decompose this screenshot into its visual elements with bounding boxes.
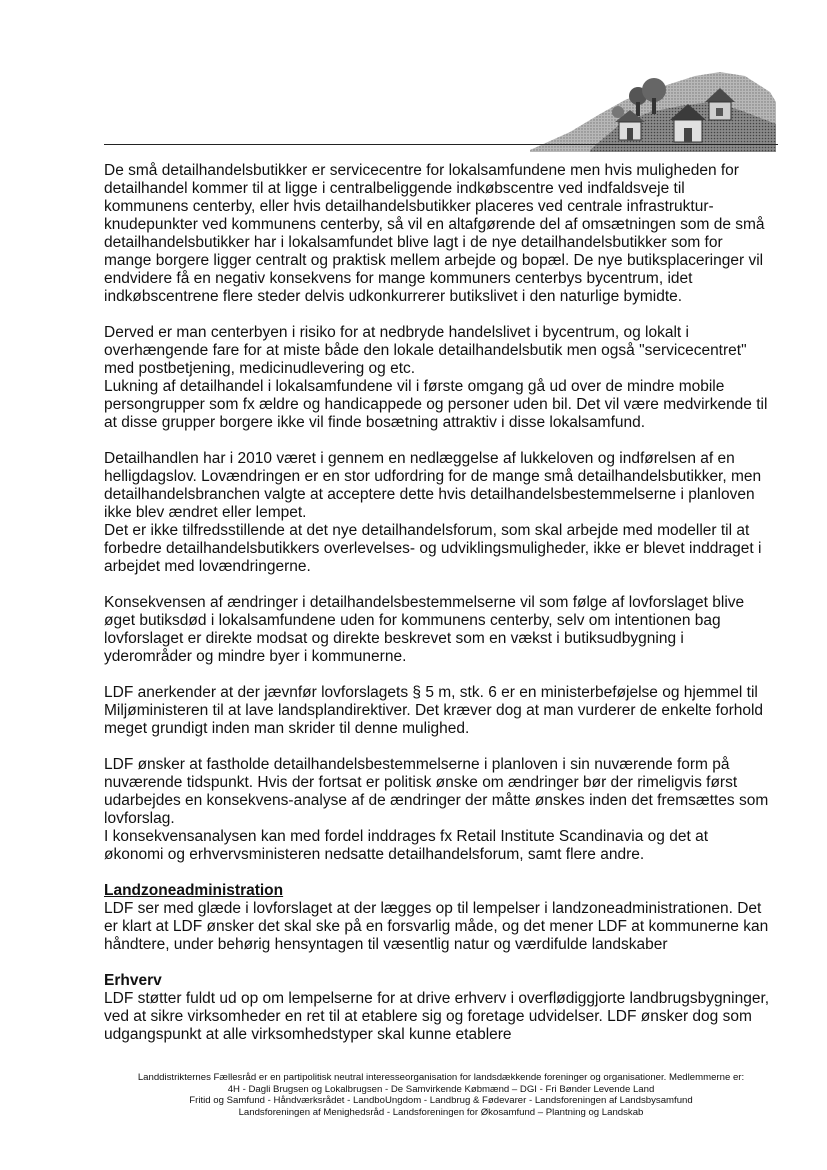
- heading-erhverv: Erhverv: [104, 972, 162, 989]
- paragraph-small-shops: De små detailhandelsbutikker er servicecentre for lokalsamfundene men hvis muligheden for detailhandel kommer til at ligge i centralbeliggende indkøbscentre ved indfaldsveje til kommunens centerby, eller hvis detailhandelsbutikker placeres ved centrale infrastruktur-knudepunkter ved kommunens centerby, så vil en altafgørende del af omsætningen som de små detailhandelsbutikker har i lokalsamfundet blive lagt i de nye detailhandelsbutikker som for mange borgere ligger centralt og praktisk mellem arbejde og bopæl. De nye butiksplaceringer vil endvidere få en negativ konsekvens for mange kommuners centerbys bycentrum, idet indkøbscentrene flere steder delvis udkonkurrerer butikslivet i den naturlige bymidte.: [104, 162, 765, 305]
- paragraph-landzone: LDF ser med glæde i lovforslaget at der lægges op til lempelser i landzoneadministrationen. Det er klart at LDF ønsker det skal ske på en forsvarlig måde, og det mener LDF at kommunerne kan håndtere, under behørig hensyntagen til væsentlig natur og værdifulde landskaber: [104, 900, 769, 953]
- paragraph-closure-effects: Lukning af detailhandel i lokalsamfundene vil i første omgang gå ud over de mindre mobile persongrupper som fx ældre og handicappede og personer uden bil. Det vil være medvirkende til at disse grupper borgere ikke vil finde bosætning attraktiv i disse lokalsamfund.: [104, 378, 768, 431]
- footer: [104, 1072, 778, 1118]
- paragraph-minister-authority: LDF anerkender at der jævnfør lovforslagets § 5 m, stk. 6 er en ministerbeføjelse og hjemmel til Miljøministeren til at lave landsplandirektiver. Det kræver dog at man vurderer de enkelte forhold meget grundigt inden man skrider til denne mulighed.: [104, 684, 764, 737]
- footer-line-1: Landdistrikternes Fællesråd er en partipolitisk neutral interesseorganisation for landsdækkende foreninger og organisationer. Medlemmerne er:: [137, 1072, 745, 1083]
- paragraph-analysis: I konsekvensanalysen kan med fordel inddrages fx Retail Institute Scandinavia og det at økonomi og erhvervsministeren nedsatte detailhandelsforum, samt flere andre.: [104, 828, 709, 863]
- paragraph-retail-forum: Det er ikke tilfredsstillende at det nye detailhandelsforum, som skal arbejde med modeller til at forbedre detailhandelsbutikkers overlevelses- og udviklingsmuligheder, ikke er blevet inddraget i arbejdet med lovændringerne.: [104, 522, 762, 575]
- paragraph-closing-law: Detailhandlen har i 2010 været i gennem en nedlæggelse af lukkeloven og indførelsen af en helligdagslov. Lovændringen er en stor udfordring for de mange små detailhandelsbutikker, men detailhandelsbranchen valgte at acceptere dette hvis detailhandelsbestemmelserne i planloven ikke blev ændret eller lempet.: [104, 450, 762, 521]
- paragraph-erhverv: LDF støtter fuldt ud op om lempelserne for at drive erhverv i overflødiggjorte landbrugsbygninger, ved at sikre virksomheder en ret til at etablere sig og foretage udvidelser. LDF ønsker dog som udgangspunkt at alle virksomhedstyper skal kunne etablere: [104, 990, 770, 1043]
- footer-line-3: Fritid og Samfund - Håndværksrådet - LandboUngdom - Landbrug & Fødevarer - Landsforeningen af Landsbysamfund: [189, 1095, 693, 1106]
- paragraph-consequence: Konsekvensen af ændringer i detailhandelsbestemmelserne vil som følge af lovforslaget blive øget butiksdød i lokalsamfundene uden for kommunens centerby, selv om intentionen bag lovforslaget er direkte modsat og direkte beskrevet som en vækst i butiksudbygning i yderområder og mindre byer i kommunerne.: [104, 594, 745, 665]
- document-body: [104, 162, 770, 1044]
- landscape-logo-icon: [530, 62, 776, 152]
- paragraph-retain-rules: LDF ønsker at fastholde detailhandelsbestemmelserne i planloven i sin nuværende form på nuværende tidspunkt. Hvis der fortsat er politisk ønske om ændringer bør der rimeligvis først udarbejdes en konsekvens-analyse af de ændringer der måtte ønskes inden det fremsættes som lovforslag.: [104, 756, 769, 827]
- heading-landzone: Landzoneadministration: [104, 882, 284, 899]
- footer-line-4: Landsforeningen af Menighedsråd - Landsforeningen for Økosamfund – Plantning og Landskab: [238, 1106, 644, 1118]
- footer-line-2: 4H - Dagli Brugsen og Lokalbrugsen - De Samvirkende Købmænd – DGI - Fri Bønder Levende Land: [227, 1083, 655, 1095]
- paragraph-centerby-risk: Derved er man centerbyen i risiko for at nedbryde handelslivet i bycentrum, og lokalt i overhængende fare for at miste både den lokale detailhandelsbutik men også "servicecentret" med postbetjening, medicinudlevering og etc.: [104, 324, 747, 377]
- header-rule: [104, 144, 778, 145]
